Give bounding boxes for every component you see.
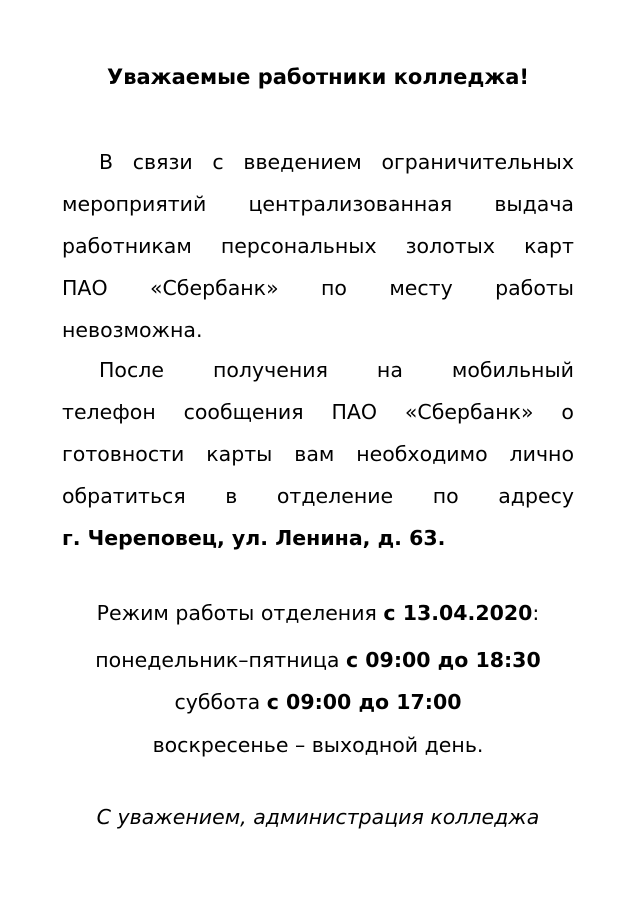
word: готовности bbox=[62, 442, 185, 466]
word: централизованная bbox=[248, 192, 453, 216]
schedule-intro-line bbox=[0, 593, 636, 633]
word: В bbox=[99, 150, 114, 174]
word: карт bbox=[524, 234, 574, 258]
paragraph2-line-1 bbox=[62, 349, 574, 391]
paragraph1-line-4 bbox=[62, 267, 574, 309]
word: адресу bbox=[498, 484, 574, 508]
signature: С уважением, администрация колледжа bbox=[96, 805, 540, 829]
paragraph-card-issuance bbox=[62, 141, 574, 351]
word: на bbox=[376, 358, 403, 382]
word: с bbox=[212, 150, 224, 174]
word: персональных bbox=[220, 234, 377, 258]
word: необходимо bbox=[356, 442, 488, 466]
word: мобильный bbox=[451, 358, 574, 382]
word: карты bbox=[206, 442, 273, 466]
weekdays-hours: с 09:00 до 18:30 bbox=[346, 648, 541, 672]
word: мероприятий bbox=[62, 192, 207, 216]
word: невозможна. bbox=[62, 318, 203, 342]
word: связи bbox=[132, 150, 193, 174]
schedule-weekdays-line bbox=[0, 640, 636, 680]
saturday-hours: с 09:00 до 17:00 bbox=[266, 690, 462, 714]
word: лично bbox=[509, 442, 574, 466]
word: «Сбербанк» bbox=[149, 276, 279, 300]
word: введением bbox=[243, 150, 362, 174]
saturday-label: суббота bbox=[174, 690, 261, 714]
word: работы bbox=[495, 276, 574, 300]
word: работникам bbox=[62, 234, 192, 258]
paragraph2-line-3 bbox=[62, 433, 574, 475]
word: обратиться bbox=[62, 484, 186, 508]
paragraph1-line-3 bbox=[62, 225, 574, 267]
word: о bbox=[561, 400, 574, 424]
branch-address: г. Череповец, ул. Ленина, д. 63. bbox=[62, 526, 446, 550]
word: золотых bbox=[405, 234, 496, 258]
word: выдача bbox=[494, 192, 574, 216]
word: месту bbox=[389, 276, 453, 300]
word: ограничительных bbox=[381, 150, 574, 174]
word: «Сбербанк» bbox=[404, 400, 534, 424]
schedule-start-date: с 13.04.2020 bbox=[383, 601, 533, 625]
paragraph2-line-2 bbox=[62, 391, 574, 433]
word: в bbox=[225, 484, 238, 508]
paragraph1-line-5 bbox=[62, 309, 574, 351]
word: сообщения bbox=[183, 400, 304, 424]
schedule-intro: Режим работы отделения bbox=[96, 601, 377, 625]
word: по bbox=[320, 276, 347, 300]
word: телефон bbox=[62, 400, 156, 424]
paragraph1-line-2 bbox=[62, 183, 574, 225]
word: получения bbox=[212, 358, 328, 382]
schedule-saturday-line bbox=[0, 682, 636, 722]
paragraph1-line-1 bbox=[62, 141, 574, 183]
word: ПАО bbox=[62, 276, 108, 300]
notice-title: Уважаемые работники колледжа! bbox=[107, 65, 529, 89]
schedule-sunday-line: воскресенье – выходной день. bbox=[152, 733, 484, 757]
paragraph2-line-4 bbox=[62, 475, 574, 517]
word: ПАО bbox=[331, 400, 378, 424]
word: После bbox=[99, 358, 164, 382]
word: вам bbox=[294, 442, 335, 466]
word: отделение bbox=[276, 484, 394, 508]
schedule-colon: : bbox=[532, 601, 540, 625]
word: по bbox=[432, 484, 459, 508]
paragraph-pickup-instructions bbox=[62, 349, 574, 559]
weekdays-label: понедельник–пятница bbox=[95, 648, 346, 672]
